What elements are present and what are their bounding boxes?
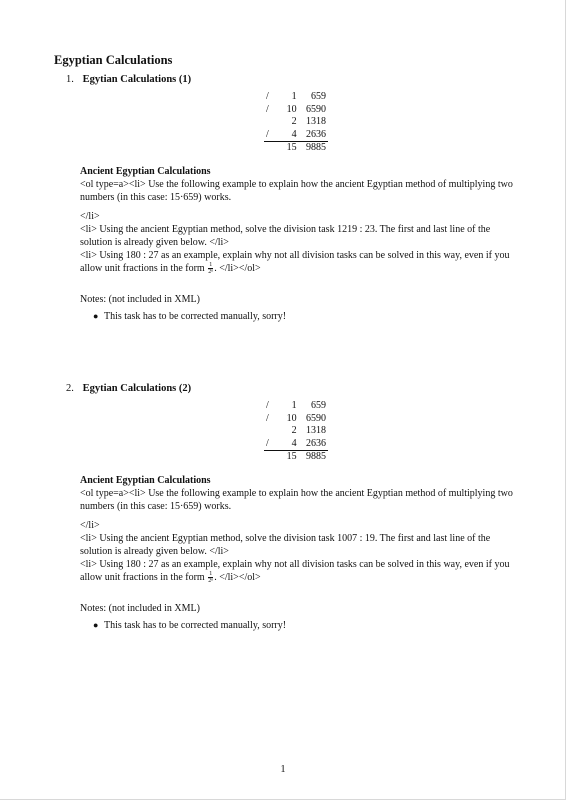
row-product: 659 — [311, 91, 326, 102]
task-1-heading — [66, 74, 191, 85]
task-1-subtitle: Ancient Egyptian Calculations — [80, 166, 211, 177]
table-row — [264, 129, 328, 142]
task-2-heading — [66, 383, 191, 394]
task-2-multiplication-table — [264, 400, 328, 464]
unit-fraction: $\frac{1}{\text{2ⁿ}}$ — [208, 262, 214, 276]
row-mark: / — [266, 412, 269, 424]
table-row — [264, 104, 328, 117]
task-1-name: Egytian Calculations (1) — [82, 74, 192, 85]
row-factor: 4 — [291, 128, 297, 140]
task-1-line-4-end: . </li></ol> — [214, 263, 261, 274]
row-factor: 10 — [286, 412, 297, 424]
row-factor: 10 — [286, 103, 297, 115]
row-mark: / — [266, 128, 269, 140]
page-number: 1 — [280, 764, 286, 775]
unit-fraction: $\frac{1}{\text{2ⁿ}}$ — [208, 571, 214, 585]
task-2-line-4-end: . </li></ol> — [214, 572, 261, 583]
row-product: 6590 — [306, 103, 326, 115]
task-2-line-4-text: <li> Using 180 : 27 as an example, explain why not all division tasks can be solved in this way, even if you allow unit fractions in the form — [80, 559, 510, 583]
task-2-name: Egytian Calculations (2) — [82, 383, 192, 394]
task-1-bullet — [93, 311, 286, 322]
row-factor: 4 — [291, 437, 297, 449]
row-product: 6590 — [306, 412, 326, 424]
row-product: 2636 — [306, 128, 326, 140]
table-row — [264, 400, 328, 413]
task-2-line-3: <li> Using the ancient Egyptian method, solve the division task 1007 : 19. The first and last line of the solution is already given below. </li> — [80, 533, 491, 557]
table-row — [264, 438, 328, 451]
row-product: 659 — [311, 400, 326, 411]
task-2-notes: Notes: (not included in XML) — [80, 603, 200, 615]
row-product: 1318 — [306, 425, 326, 437]
task-1-line-4 — [80, 249, 516, 275]
bullet-icon: ● — [93, 620, 99, 630]
row-product: 2636 — [306, 437, 326, 449]
task-1-multiplication-table — [264, 91, 328, 155]
total-product: 9885 — [297, 142, 328, 155]
table-total-row — [264, 451, 328, 464]
table-row — [264, 413, 328, 426]
row-mark: / — [266, 103, 269, 115]
row-mark: / — [266, 400, 269, 411]
table-row — [264, 425, 328, 438]
task-1-notes: Notes: (not included in XML) — [80, 294, 200, 306]
row-mark: / — [266, 437, 269, 449]
total-factor: 15 — [279, 451, 296, 464]
task-1-line-3: <li> Using the ancient Egyptian method, solve the division task 1219 : 23. The first and last line of the solution is already given below. </li> — [80, 224, 491, 248]
row-mark — [264, 425, 279, 438]
task-2-subtitle: Ancient Egyptian Calculations — [80, 475, 211, 486]
task-2-bullet — [93, 620, 286, 631]
row-product: 1318 — [306, 116, 326, 128]
task-2-line-1: <ol type=a><li> Use the following example to explain how the ancient Egyptian method of multiplying two numbers (in this case: 15·659) works. — [80, 488, 513, 512]
row-factor: 1 — [291, 91, 297, 102]
table-row — [264, 116, 328, 129]
task-1-line-4-text: <li> Using 180 : 27 as an example, explain why not all division tasks can be solved in this way, even if you allow unit fractions in the form — [80, 250, 510, 274]
task-2-line-2: </li> — [80, 520, 100, 531]
task-1-number: 1. — [66, 74, 74, 85]
task-1-line-2: </li> — [80, 211, 100, 222]
task-2-body — [80, 474, 516, 615]
row-factor: 2 — [291, 116, 297, 128]
table-row — [264, 91, 328, 104]
task-1-body — [80, 165, 516, 306]
row-mark: / — [266, 91, 269, 102]
task-2-bullet-text: This task has to be corrected manually, sorry! — [104, 620, 287, 631]
total-product: 9885 — [297, 451, 328, 464]
table-total-row — [264, 142, 328, 155]
task-1-line-1: <ol type=a><li> Use the following example to explain how the ancient Egyptian method of multiplying two numbers (in this case: 15·659) works. — [80, 179, 513, 203]
task-1-bullet-text: This task has to be corrected manually, sorry! — [104, 311, 287, 322]
bullet-icon: ● — [93, 311, 99, 321]
task-2-number: 2. — [66, 383, 74, 394]
document-title: Egyptian Calculations — [54, 53, 173, 67]
row-factor: 2 — [291, 425, 297, 437]
total-factor: 15 — [279, 142, 296, 155]
row-mark — [264, 116, 279, 129]
task-2-line-4 — [80, 558, 516, 584]
row-factor: 1 — [291, 400, 297, 411]
